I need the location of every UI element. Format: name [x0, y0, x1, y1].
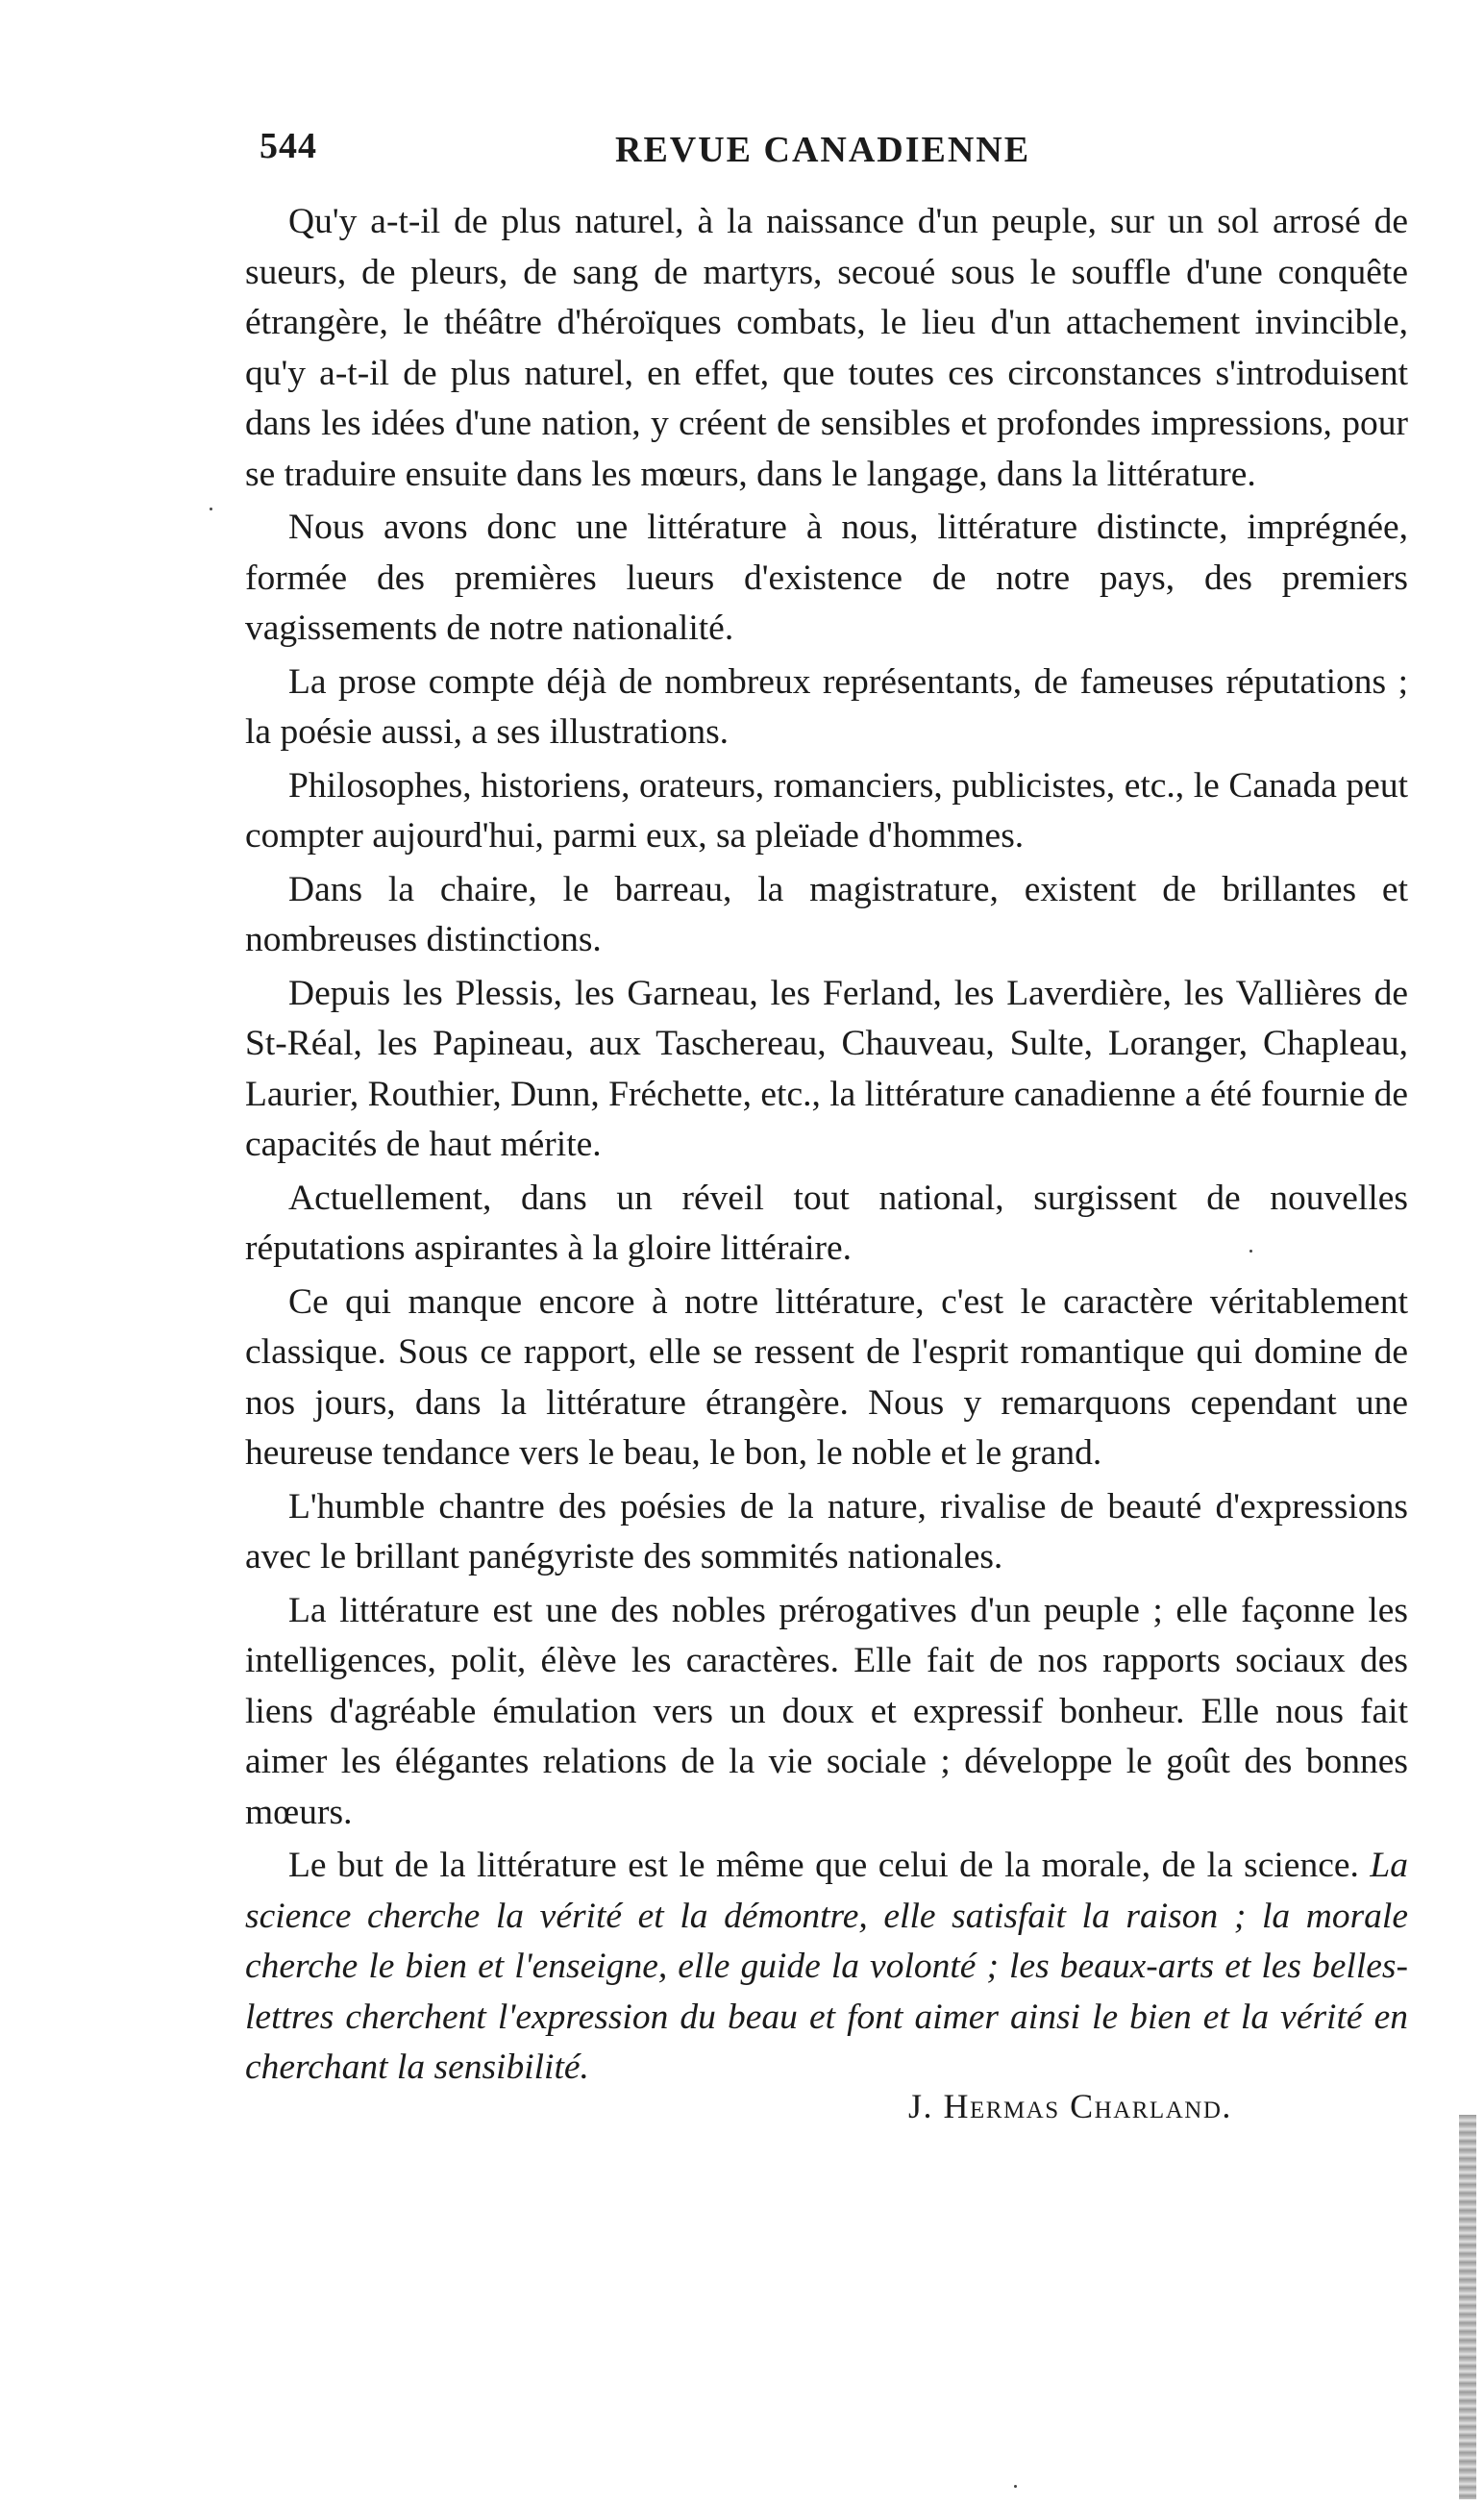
paragraph: La prose compte déjà de nombreux représentants, de fameuses réputations ; la poésie aussi, a ses illustrations.	[245, 661, 1408, 752]
scan-speck	[1014, 2485, 1017, 2488]
paragraph: Ce qui manque encore à notre littérature, c'est le caractère véritablement classique. Sous ce rapport, elle se ressent de l'esprit romantique qui domine de nos jours, dans la littérature étrangère. Nous y remarquons cependant une heureuse tendance vers le beau, le bon, le noble et le grand.	[245, 1281, 1408, 1473]
page-header	[260, 125, 1422, 183]
scan-speck	[210, 508, 212, 510]
scan-speck	[1249, 1250, 1252, 1253]
paragraph: Philosophes, historiens, orateurs, romanciers, publicistes, etc., le Canada peut compter aujourd'hui, parmi eux, sa pleïade d'hommes.	[245, 765, 1408, 856]
paragraph: Le but de la littérature est le même que celui de la morale, de la science. La science cherche la vérité et la démontre, elle satisfait la raison ; la morale cherche le bien et l'enseigne, elle guide la volonté ; les beaux-arts et les belles-lettres cherchent l'expression du beau et font aimer ainsi le bien et la vérité en cherchant la sensibilité.	[245, 1846, 1408, 2087]
author-signature: J. Hermas Charland.	[908, 2087, 1232, 2125]
paragraph: Depuis les Plessis, les Garneau, les Ferland, les Laverdière, les Vallières de St-Réal, les Papineau, aux Taschereau, Chauveau, Sulte, Loranger, Chapleau, Laurier, Routhier, Dunn, Fréchette, etc., la littérature canadienne a été fournie de capacités de haut mérite.	[245, 973, 1408, 1164]
italic-quotation: La science cherche la vérité et la démontre, elle satisfait la raison ; la morale cherche le bien et l'enseigne, elle guide la volonté ; les beaux-arts et les belles-lettres cherchent l'expression du beau et font aimer ainsi le bien et la vérité en cherchant la sensibilité.	[245, 1846, 1408, 2087]
article-body	[245, 197, 1408, 2097]
paragraph: Qu'y a-t-il de plus naturel, à la naissance d'un peuple, sur un sol arrosé de sueurs, de pleurs, de sang de martyrs, secoué sous le souffle d'une conquête étrangère, le théâtre d'héroïques combats, le lieu d'un attachement invincible, qu'y a-t-il de plus naturel, en effet, que toutes ces circonstances s'introduisent dans les idées d'une nation, y créent de sensibles et profondes impressions, pour se traduire ensuite dans les mœurs, dans le langage, dans la littérature.	[245, 202, 1408, 494]
running-head: REVUE CANADIENNE	[615, 130, 1031, 170]
paragraph: La littérature est une des nobles prérogatives d'un peuple ; elle façonne les intelligences, polit, élève les caractères. Elle fait de nos rapports sociaux des liens d'agréable émulation vers un doux et expressif bonheur. Elle nous fait aimer les élégantes relations de la vie sociale ; développe le goût des bonnes mœurs.	[245, 1590, 1408, 1832]
scan-edge-artifact	[1459, 2115, 1476, 2499]
paragraph: Nous avons donc une littérature à nous, littérature distincte, imprégnée, formée des premières lueurs d'existence de notre pays, des premiers vagissements de notre nationalité.	[245, 508, 1408, 648]
paragraph: Dans la chaire, le barreau, la magistrature, existent de brillantes et nombreuses distinctions.	[245, 869, 1408, 959]
paragraph: L'humble chantre des poésies de la nature, rivalise de beauté d'expressions avec le brillant panégyriste des sommités nationales.	[245, 1486, 1408, 1576]
page-number: 544	[260, 126, 317, 166]
paragraph: Actuellement, dans un réveil tout national, surgissent de nouvelles réputations aspirantes à la gloire littéraire.	[245, 1178, 1408, 1268]
